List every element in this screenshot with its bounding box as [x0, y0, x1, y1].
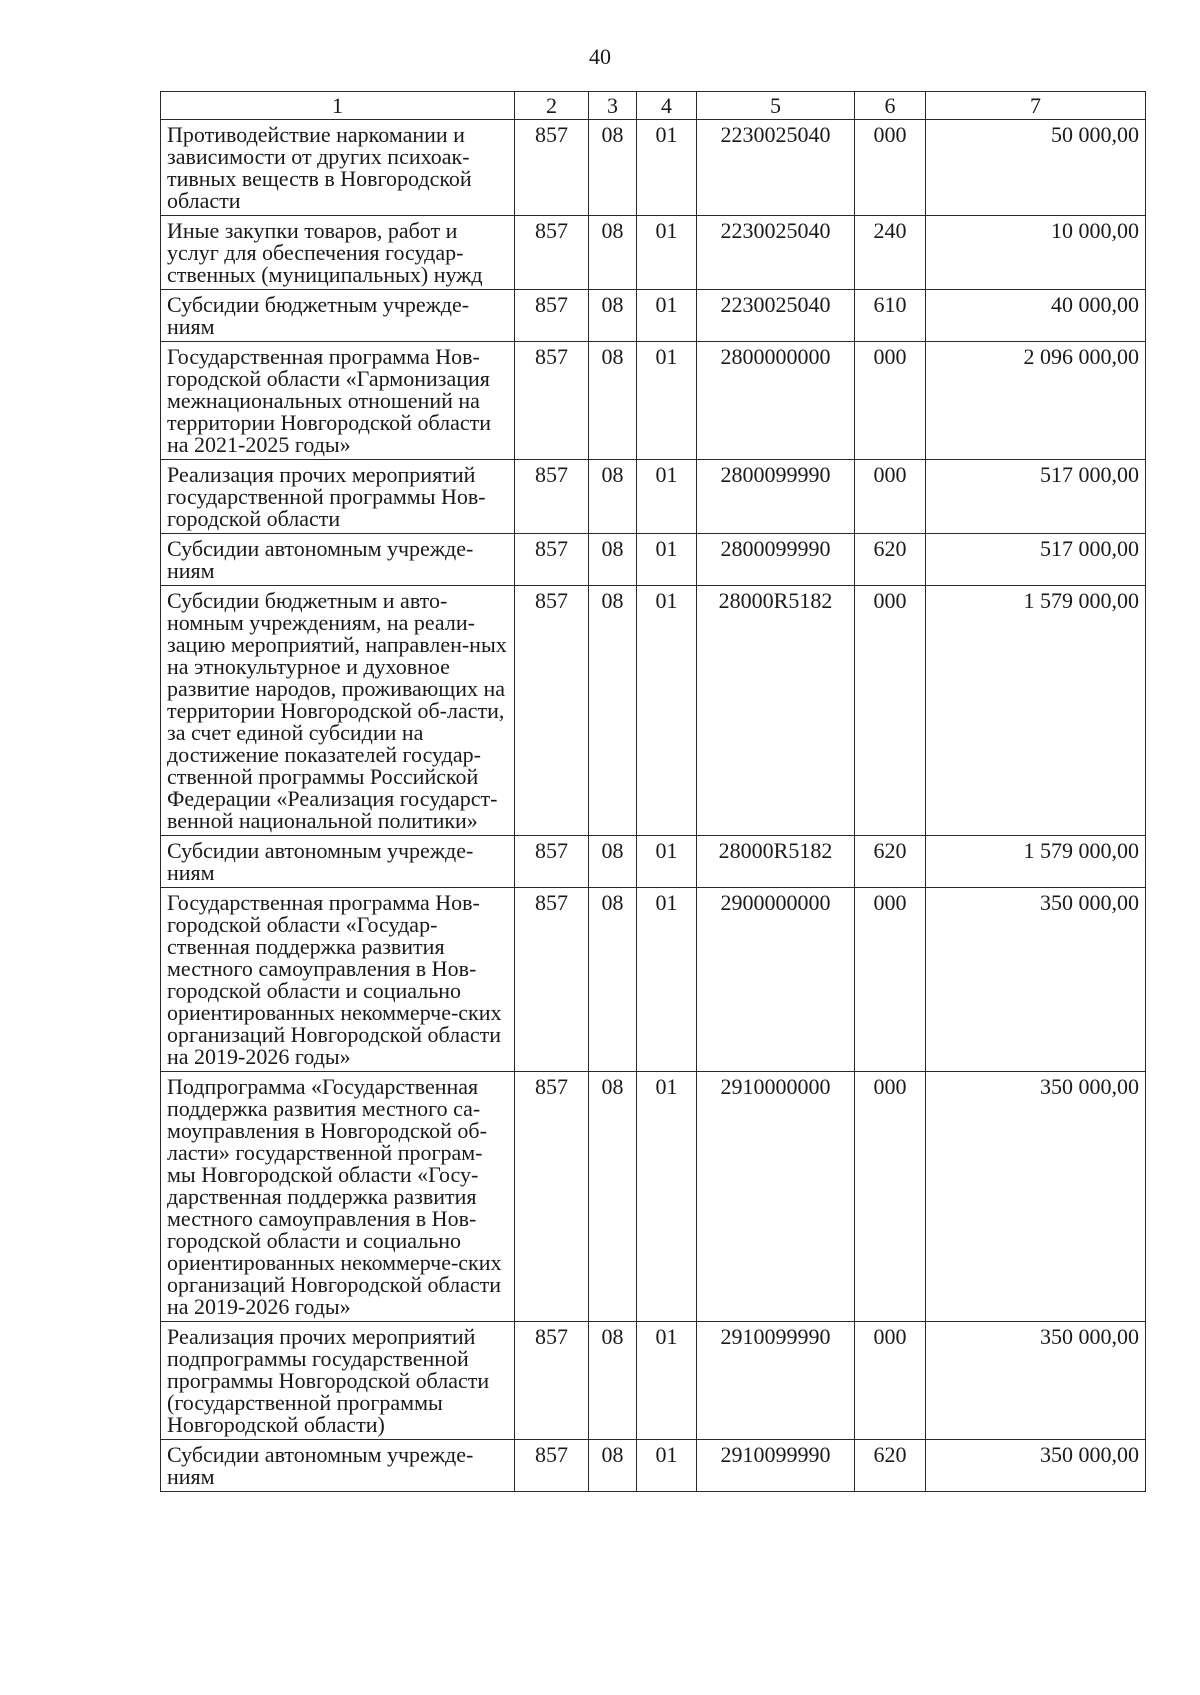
row-name: Подпрограмма «Государственная поддержка развития местного са-моуправления в Новгородской об-ласти» государственной програм-мы Новгородской области «Госу-дарственная поддержка развития местного самоуправления в Нов-городской области и социально ориентированных некоммерче-ских организаций Новгородской области на 2019-2026 годы»	[161, 1072, 515, 1322]
table-row	[161, 460, 1146, 534]
row-c6: 000	[855, 120, 926, 216]
row-c2: 857	[515, 120, 589, 216]
table-row	[161, 1440, 1146, 1492]
row-c2: 857	[515, 534, 589, 586]
table-row	[161, 342, 1146, 460]
row-c3: 08	[589, 216, 637, 290]
row-c3: 08	[589, 120, 637, 216]
row-c2: 857	[515, 836, 589, 888]
row-c2: 857	[515, 460, 589, 534]
row-sum: 2 096 000,00	[926, 342, 1146, 460]
row-c4: 01	[637, 216, 697, 290]
row-c2: 857	[515, 216, 589, 290]
row-sum: 517 000,00	[926, 534, 1146, 586]
row-c4: 01	[637, 586, 697, 836]
row-c4: 01	[637, 888, 697, 1072]
row-c3: 08	[589, 836, 637, 888]
row-name: Субсидии бюджетным и авто-номным учреждениям, на реали-зацию мероприятий, направлен-ных на этнокультурное и духовное развитие народов, проживающих на территории Новгородской об-ласти, за счет единой субсидии на достижение показателей государ-ственной программы Российской Федерации «Реализация государст-венной национальной политики»	[161, 586, 515, 836]
row-c4: 01	[637, 534, 697, 586]
row-name: Субсидии бюджетным учрежде-ниям	[161, 290, 515, 342]
row-c4: 01	[637, 1072, 697, 1322]
row-c4: 01	[637, 836, 697, 888]
row-c6: 240	[855, 216, 926, 290]
row-sum: 40 000,00	[926, 290, 1146, 342]
row-c4: 01	[637, 1322, 697, 1440]
table-row	[161, 888, 1146, 1072]
row-c6: 000	[855, 888, 926, 1072]
row-c4: 01	[637, 460, 697, 534]
row-c5: 2800099990	[697, 534, 855, 586]
row-c5: 2230025040	[697, 290, 855, 342]
row-c3: 08	[589, 1072, 637, 1322]
row-c5: 2900000000	[697, 888, 855, 1072]
row-c5: 2800000000	[697, 342, 855, 460]
row-sum: 350 000,00	[926, 1322, 1146, 1440]
row-c6: 620	[855, 836, 926, 888]
row-name: Государственная программа Нов-городской области «Государ-ственная поддержка развития местного самоуправления в Нов-городской области и социально ориентированных некоммерче-ских организаций Новгородской области на 2019-2026 годы»	[161, 888, 515, 1072]
row-c4: 01	[637, 342, 697, 460]
row-c2: 857	[515, 290, 589, 342]
col-header-4: 4	[637, 92, 697, 120]
row-sum: 350 000,00	[926, 888, 1146, 1072]
row-c3: 08	[589, 1322, 637, 1440]
row-name: Противодействие наркомании и зависимости от других психоак-тивных веществ в Новгородской области	[161, 120, 515, 216]
row-name: Субсидии автономным учрежде-ниям	[161, 836, 515, 888]
row-name: Реализация прочих мероприятий государственной программы Нов-городской области	[161, 460, 515, 534]
row-c2: 857	[515, 586, 589, 836]
row-c5: 2800099990	[697, 460, 855, 534]
row-c6: 620	[855, 1440, 926, 1492]
row-c3: 08	[589, 342, 637, 460]
row-c5: 28000R5182	[697, 586, 855, 836]
row-c6: 610	[855, 290, 926, 342]
table-row	[161, 534, 1146, 586]
row-c5: 28000R5182	[697, 836, 855, 888]
row-c3: 08	[589, 460, 637, 534]
table-row	[161, 216, 1146, 290]
row-c6: 000	[855, 586, 926, 836]
page-number: 40	[589, 44, 611, 69]
row-c5: 2230025040	[697, 120, 855, 216]
row-c2: 857	[515, 1072, 589, 1322]
row-sum: 517 000,00	[926, 460, 1146, 534]
row-sum: 350 000,00	[926, 1440, 1146, 1492]
row-c2: 857	[515, 1322, 589, 1440]
col-header-2: 2	[515, 92, 589, 120]
row-c6: 000	[855, 1322, 926, 1440]
row-c3: 08	[589, 534, 637, 586]
col-header-7: 7	[926, 92, 1146, 120]
table-row	[161, 120, 1146, 216]
row-c3: 08	[589, 586, 637, 836]
table-row	[161, 1322, 1146, 1440]
table-row	[161, 1072, 1146, 1322]
col-header-3: 3	[589, 92, 637, 120]
row-sum: 350 000,00	[926, 1072, 1146, 1322]
col-header-5: 5	[697, 92, 855, 120]
row-c2: 857	[515, 888, 589, 1072]
row-name: Субсидии автономным учрежде-ниям	[161, 534, 515, 586]
row-c3: 08	[589, 1440, 637, 1492]
row-sum: 10 000,00	[926, 216, 1146, 290]
row-sum: 50 000,00	[926, 120, 1146, 216]
row-c6: 000	[855, 342, 926, 460]
table-row	[161, 586, 1146, 836]
col-header-1: 1	[161, 92, 515, 120]
row-name: Государственная программа Нов-городской области «Гармонизация межнациональных отношений на территории Новгородской области на 2021-2025 годы»	[161, 342, 515, 460]
row-name: Реализация прочих мероприятий подпрограммы государственной программы Новгородской области (государственной программы Новгородской области)	[161, 1322, 515, 1440]
row-c5: 2910099990	[697, 1322, 855, 1440]
row-c3: 08	[589, 290, 637, 342]
table-row	[161, 836, 1146, 888]
row-c2: 857	[515, 1440, 589, 1492]
header-row	[161, 92, 1146, 120]
row-name: Субсидии автономным учрежде-ниям	[161, 1440, 515, 1492]
row-c3: 08	[589, 888, 637, 1072]
row-c4: 01	[637, 1440, 697, 1492]
row-c2: 857	[515, 342, 589, 460]
row-name: Иные закупки товаров, работ и услуг для обеспечения государ-ственных (муниципальных) нужд	[161, 216, 515, 290]
row-sum: 1 579 000,00	[926, 836, 1146, 888]
row-c4: 01	[637, 290, 697, 342]
budget-table	[160, 91, 1146, 1492]
row-c5: 2910000000	[697, 1072, 855, 1322]
row-c5: 2910099990	[697, 1440, 855, 1492]
row-c5: 2230025040	[697, 216, 855, 290]
row-sum: 1 579 000,00	[926, 586, 1146, 836]
row-c6: 000	[855, 460, 926, 534]
row-c6: 000	[855, 1072, 926, 1322]
table-row	[161, 290, 1146, 342]
row-c4: 01	[637, 120, 697, 216]
col-header-6: 6	[855, 92, 926, 120]
row-c6: 620	[855, 534, 926, 586]
